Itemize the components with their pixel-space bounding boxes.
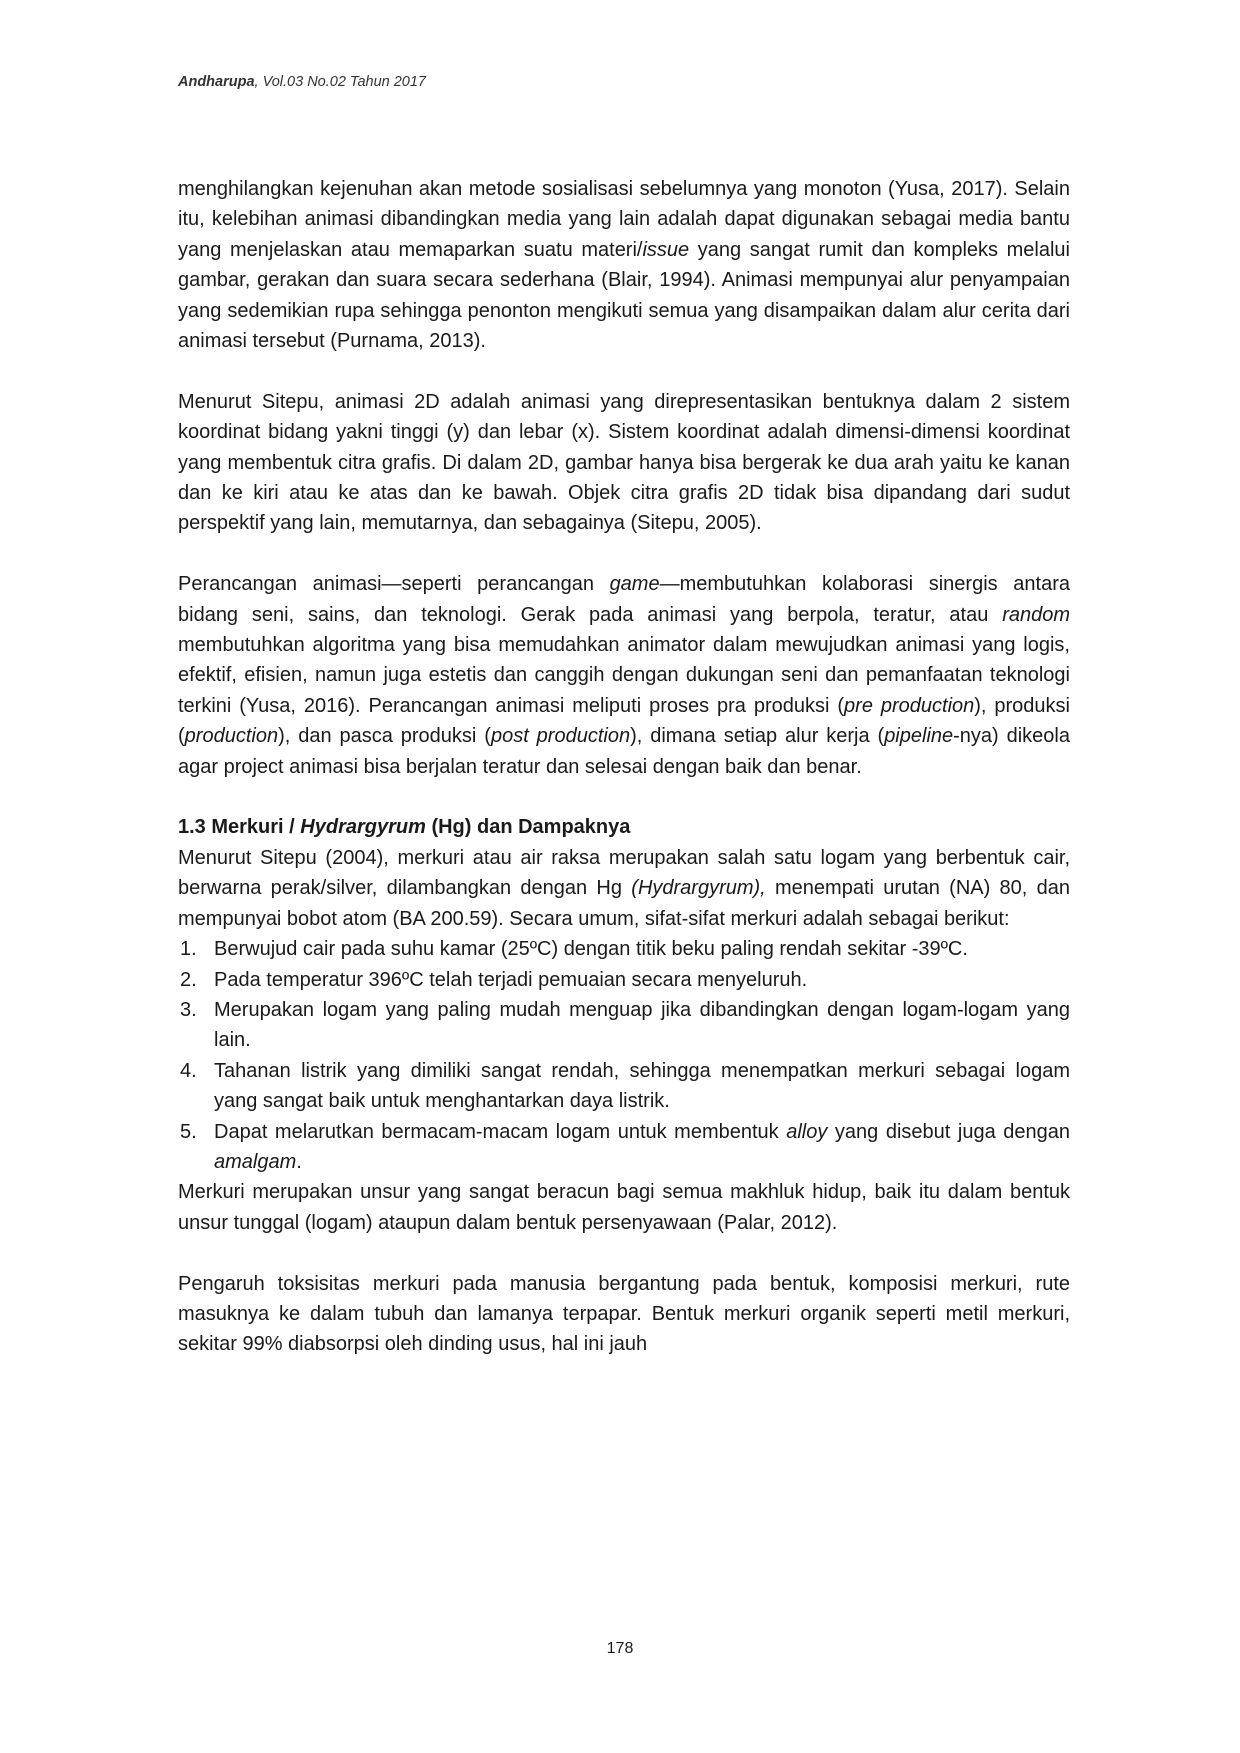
list-item [178, 1117, 1070, 1178]
list-number: 5. [180, 1120, 197, 1143]
list-number: 4. [180, 1059, 197, 1082]
section-heading: 1.3 Merkuri / Hydrargyrum (Hg) dan Dampaknya [178, 816, 631, 839]
list-item [178, 995, 1070, 1056]
paragraph-animation-design: Perancangan animasi—seperti perancangan game—membutuhkan kolaborasi sinergis antara bidang seni, sains, dan teknologi. Gerak pada animasi yang berpola, teratur, atau random membutuhkan algoritma yang bisa memudahkan animator dalam mewujudkan animasi yang logis, efektif, efisien, namun juga estetis dan canggih dengan dukungan seni dan pemanfaatan teknologi terkini (Yusa, 2016). Perancangan animasi meliputi proses pra produksi (pre production), produksi (production), dan pasca produksi (post production), dimana setiap alur kerja (pipeline-nya) dikeola agar project animasi bisa berjalan teratur dan selesai dengan baik dan benar. [178, 573, 1070, 778]
list-item [178, 934, 1070, 964]
running-header [178, 74, 426, 90]
list-item-text: Pada temperatur 396ºC telah terjadi pemuaian secara menyeluruh. [214, 968, 808, 991]
paragraph-2d-animation: Menurut Sitepu, animasi 2D adalah animasi yang direpresentasikan bentuknya dalam 2 sistem koordinat bidang yakni tinggi (y) dan lebar (x). Sistem koordinat adalah dimensi-dimensi koordinat yang membentuk citra grafis. Di dalam 2D, gambar hanya bisa bergerak ke dua arah yaitu ke kanan dan ke kiri atau ke atas dan ke bawah. Objek citra grafis 2D tidak bisa dipandang dari sudut perspektif yang lain, memutarnya, dan sebagainya (Sitepu, 2005). [178, 390, 1070, 535]
page-number: 178 [606, 1640, 634, 1657]
paragraph-mercury-toxic: Merkuri merupakan unsur yang sangat beracun bagi semua makhluk hidup, baik itu dalam bentuk unsur tunggal (logam) ataupun dalam bentuk persenyawaan (Palar, 2012). [178, 1181, 1070, 1234]
list-number: 2. [180, 968, 197, 991]
mercury-properties-list [178, 934, 1070, 1177]
list-item-text: Berwujud cair pada suhu kamar (25ºC) dengan titik beku paling rendah sekitar -39ºC. [214, 938, 968, 961]
list-item-text: Merupakan logam yang paling mudah menguap jika dibandingkan dengan logam-logam yang lain. [214, 998, 1070, 1052]
journal-issue: , Vol.03 No.02 Tahun 2017 [254, 74, 426, 90]
list-item-text: Dapat melarutkan bermacam-macam logam untuk membentuk alloy yang disebut juga dengan amalgam. [214, 1120, 1071, 1173]
list-item [178, 1056, 1070, 1117]
paragraph-animation-benefits: menghilangkan kejenuhan akan metode sosialisasi sebelumnya yang monoton (Yusa, 2017). Selain itu, kelebihan animasi dibandingkan media yang lain adalah dapat digunakan sebagai media bantu yang menjelaskan atau memaparkan suatu materi/issue yang sangat rumit dan kompleks melalui gambar, gerakan dan suara secara sederhana (Blair, 1994). Animasi mempunyai alur penyampaian yang sedemikian rupa sehingga penonton mengikuti semua yang disampaikan dalam alur cerita dari animasi tersebut (Purnama, 2013). [178, 178, 1070, 353]
paragraph-toxicity-effects: Pengaruh toksisitas merkuri pada manusia bergantung pada bentuk, komposisi merkuri, rute masuknya ke dalam tubuh dan lamanya terpapar. Bentuk merkuri organik seperti metil merkuri, sekitar 99% diabsorpsi oleh dinding usus, hal ini jauh [178, 1272, 1070, 1356]
list-number: 1. [180, 938, 197, 961]
list-item [178, 965, 1070, 995]
journal-name: Andharupa [178, 74, 255, 90]
list-number: 3. [180, 998, 197, 1021]
page-body [178, 174, 1070, 1360]
paragraph-mercury-intro: Menurut Sitepu (2004), merkuri atau air raksa merupakan salah satu logam yang berbentuk cair, berwarna perak/silver, dilambangkan dengan Hg (Hydrargyrum), menempati urutan (NA) 80, dan mempunyai bobot atom (BA 200.59). Secara umum, sifat-sifat merkuri adalah sebagai berikut: [178, 846, 1071, 930]
list-item-text: Tahanan listrik yang dimiliki sangat rendah, sehingga menempatkan merkuri sebagai logam yang sangat baik untuk menghantarkan daya listrik. [214, 1059, 1070, 1113]
